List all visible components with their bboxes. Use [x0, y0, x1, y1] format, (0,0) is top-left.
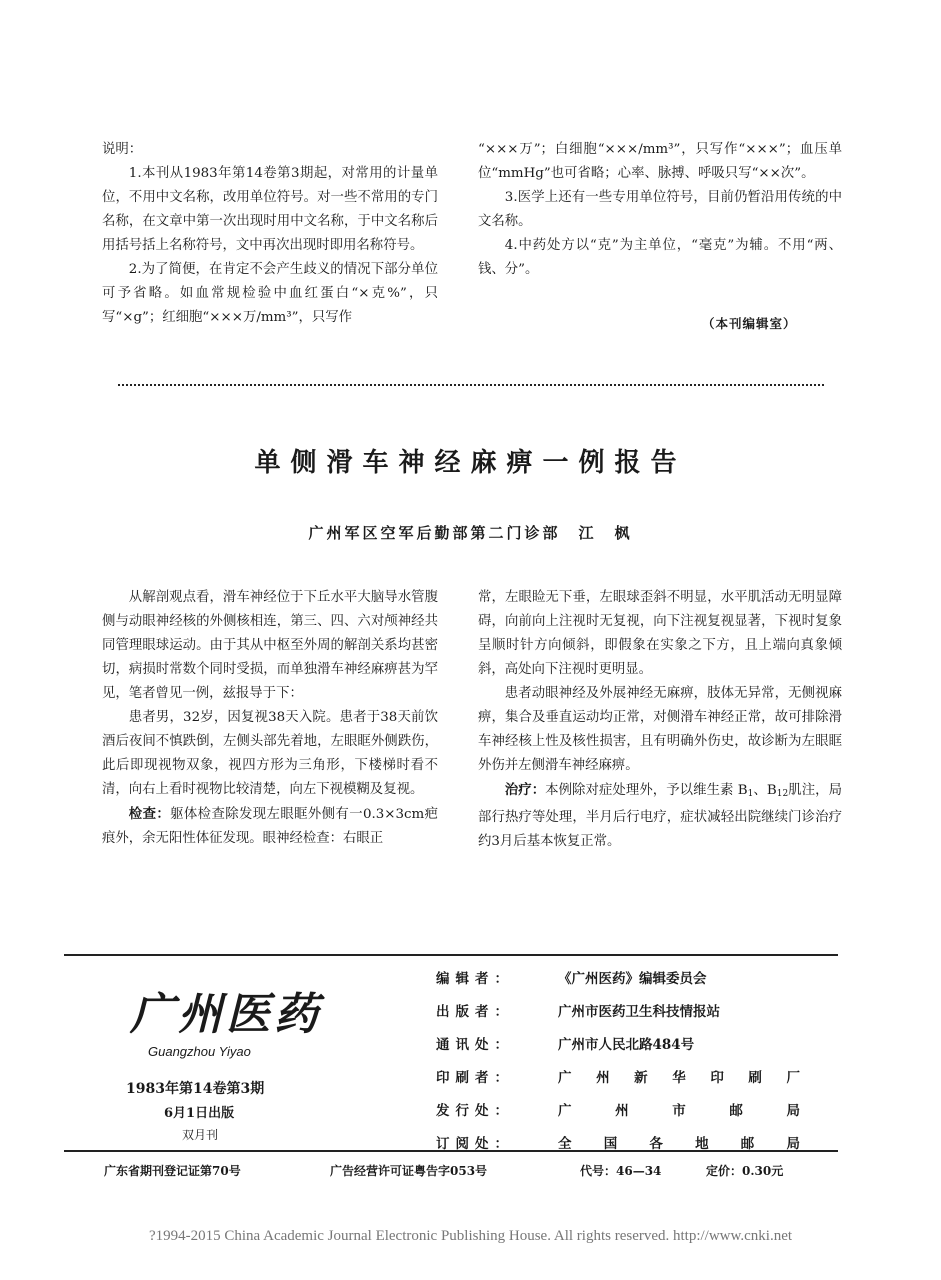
ad-license: 广告经营许可证粤告字053号	[330, 1164, 488, 1178]
colophon-value-char: 广	[558, 1102, 572, 1119]
registration-number: 广东省期刊登记证第70号	[104, 1164, 241, 1178]
exam-label: 检查：	[128, 806, 171, 822]
colophon-value-char: 印	[710, 1069, 724, 1086]
article-paragraph: 常，左眼睑无下垂，左眼球歪斜不明显，水平肌活动无明显障碍，向前向上注视时无复视，向下注视复视显著，下视时复象呈顺时针方向倾斜，即假象在实象之下方，且上端向真象倾斜，高处向下注视时更明显。	[478, 590, 842, 677]
journal-pinyin: Guangzhou Yiyao	[148, 1044, 251, 1059]
article-paragraph	[102, 802, 438, 851]
colophon-value-char: 广州市人民北路484号	[558, 1036, 695, 1053]
notice-right-column	[478, 138, 842, 282]
colophon-value-char: 《广州医药》编辑委员会	[558, 970, 707, 987]
colophon-value-char: 邮	[740, 1135, 755, 1152]
colophon-value	[558, 1132, 800, 1152]
colophon-value-char: 全	[558, 1135, 572, 1152]
notice-item-1: 1.本刊从1983年第14卷第3期起，对常用的计量单位，不用中文名称，改用单位符号。对一些不常用的专门名称，在文章中第一次出现时用中文名称，于中文名称后用括号括上名称符号，文中再次出现时即用名称符号。	[102, 166, 438, 253]
colophon-value	[558, 1066, 800, 1086]
colophon-value	[558, 1033, 800, 1053]
colophon-value-char: 国	[603, 1135, 618, 1152]
notice-signature: （本刊编辑室）	[702, 316, 797, 331]
section-divider	[118, 384, 824, 386]
publish-date: 6月1日出版	[164, 1106, 235, 1121]
copyright-notice: ?1994-2015 China Academic Journal Electronic Publishing House. All rights reserved. http://www.cnki.net	[148, 1228, 793, 1244]
colophon-label: 印刷者：	[436, 1069, 514, 1086]
subscript: 12	[776, 789, 789, 799]
colophon-bottom-rule	[64, 1150, 838, 1152]
article-paragraph: 患者动眼神经及外展神经无麻痹，肢体无异常，无侧视麻痹，集合及垂直运动均正常，对侧滑车神经正常，故可排除滑车神经核上性及核性损害，且有明确外伤史，故诊断为左眼眶外伤并左侧滑车神经麻痹。	[478, 686, 842, 773]
colophon-value-char: 新	[634, 1069, 648, 1086]
price: 定价：0.30元	[706, 1164, 784, 1178]
postal-code: 代号：46—34	[580, 1164, 662, 1178]
colophon-value	[558, 1099, 800, 1119]
colophon-value-char: 邮	[729, 1102, 743, 1119]
treatment-text-b: 、B	[753, 783, 777, 798]
article-paragraph	[478, 778, 842, 854]
colophon-value	[558, 967, 800, 987]
treatment-text-c: 肌注，局部行热疗等处理，半月后行电疗，症状减轻出院继续门诊治疗约3月后基本恢复正常。	[478, 783, 842, 849]
colophon-label: 出版者：	[436, 1003, 514, 1020]
treatment-label: 治疗：	[504, 782, 546, 798]
notice-heading: 说明：	[102, 142, 143, 157]
colophon-row	[436, 993, 800, 1026]
notice-item-2-part1: 2.为了简便，在肯定不会产生歧义的情况下部分单位可予省略。如血常规检验中血红蛋白“×克%”，只写“×g”；红细胞“×××万/mm³”，只写作	[102, 262, 438, 325]
exam-text: 躯体检查除发现左眼眶外侧有一0.3×3cm疤痕外，余无阳性体征发现。眼神经检查：右眼正	[102, 807, 438, 846]
colophon-value-char: 各	[649, 1135, 663, 1152]
notice-left-column	[102, 138, 438, 330]
article-title: 单侧滑车神经麻痹一例报告	[254, 448, 687, 478]
colophon-value-char: 广州市医药卫生科技情报站	[558, 1003, 720, 1020]
article-paragraph: 患者男，32岁，因复视38天入院。患者于38天前饮酒后夜间不慎跌倒，左侧头部先着地，左眼眶外侧跌伤，此后即现视物双象，视四方形为三角形，下楼梯时看不清，向右上看时视物比较清楚，向左下视模糊及复视。	[102, 710, 438, 797]
colophon-row	[436, 1026, 800, 1059]
colophon-row	[436, 960, 800, 993]
journal-logo: 广州医药	[130, 989, 322, 1040]
colophon-value	[558, 1000, 800, 1020]
colophon-row	[436, 1125, 800, 1158]
colophon-label: 通讯处：	[436, 1036, 514, 1053]
colophon-value-char: 华	[672, 1069, 686, 1086]
colophon-label: 编辑者：	[436, 970, 514, 987]
notice-item-3: 3.医学上还有一些专用单位符号，目前仍暂沿用传统的中文名称。	[478, 190, 842, 229]
colophon-value-char: 厂	[786, 1069, 800, 1086]
notice-item-4: 4.中药处方以“克”为主单位，“毫克”为辅。不用“两、钱、分”。	[478, 238, 842, 277]
subscript: 1	[747, 789, 754, 799]
colophon-table	[436, 960, 800, 1158]
colophon-value-char: 局	[786, 1102, 800, 1119]
colophon-value-char: 刷	[748, 1069, 762, 1086]
colophon-top-rule	[64, 954, 838, 956]
colophon-value-char: 地	[695, 1135, 709, 1152]
colophon-value-char: 州	[615, 1102, 629, 1119]
article-right-column	[478, 586, 842, 854]
colophon-value-char: 市	[672, 1102, 686, 1119]
publish-frequency: 双月刊	[182, 1128, 219, 1142]
colophon-label: 订阅处：	[436, 1135, 514, 1152]
article-left-column	[102, 586, 438, 851]
article-byline: 广州军区空军后勤部第二门诊部 江 枫	[308, 524, 633, 542]
notice-item-2-part2: “×××万”；白细胞“×××/mm³”，只写作“×××”；血压单位“mmHg”也可省略；心率、脉搏、呼吸只写“××次”。	[478, 142, 842, 181]
issue-info: 1983年第14卷第3期	[126, 1081, 265, 1097]
colophon-row	[436, 1059, 800, 1092]
colophon-value-char: 局	[786, 1135, 800, 1152]
colophon-value-char: 州	[596, 1069, 610, 1086]
article-paragraph: 从解剖观点看，滑车神经位于下丘水平大脑导水管腹侧与动眼神经核的外侧核相连，第三、四、六对颅神经共同管理眼球运动。由于其从中枢至外周的解剖关系均甚密切，病损时常数个同时受损，而单独滑车神经麻痹甚为罕见，笔者曾见一例，兹报导于下：	[102, 590, 438, 701]
colophon-row	[436, 1092, 800, 1125]
colophon-label: 发行处：	[436, 1102, 514, 1119]
treatment-text-a: 本例除对症处理外，予以维生素 B	[545, 783, 748, 798]
colophon-value-char: 广	[558, 1069, 572, 1086]
